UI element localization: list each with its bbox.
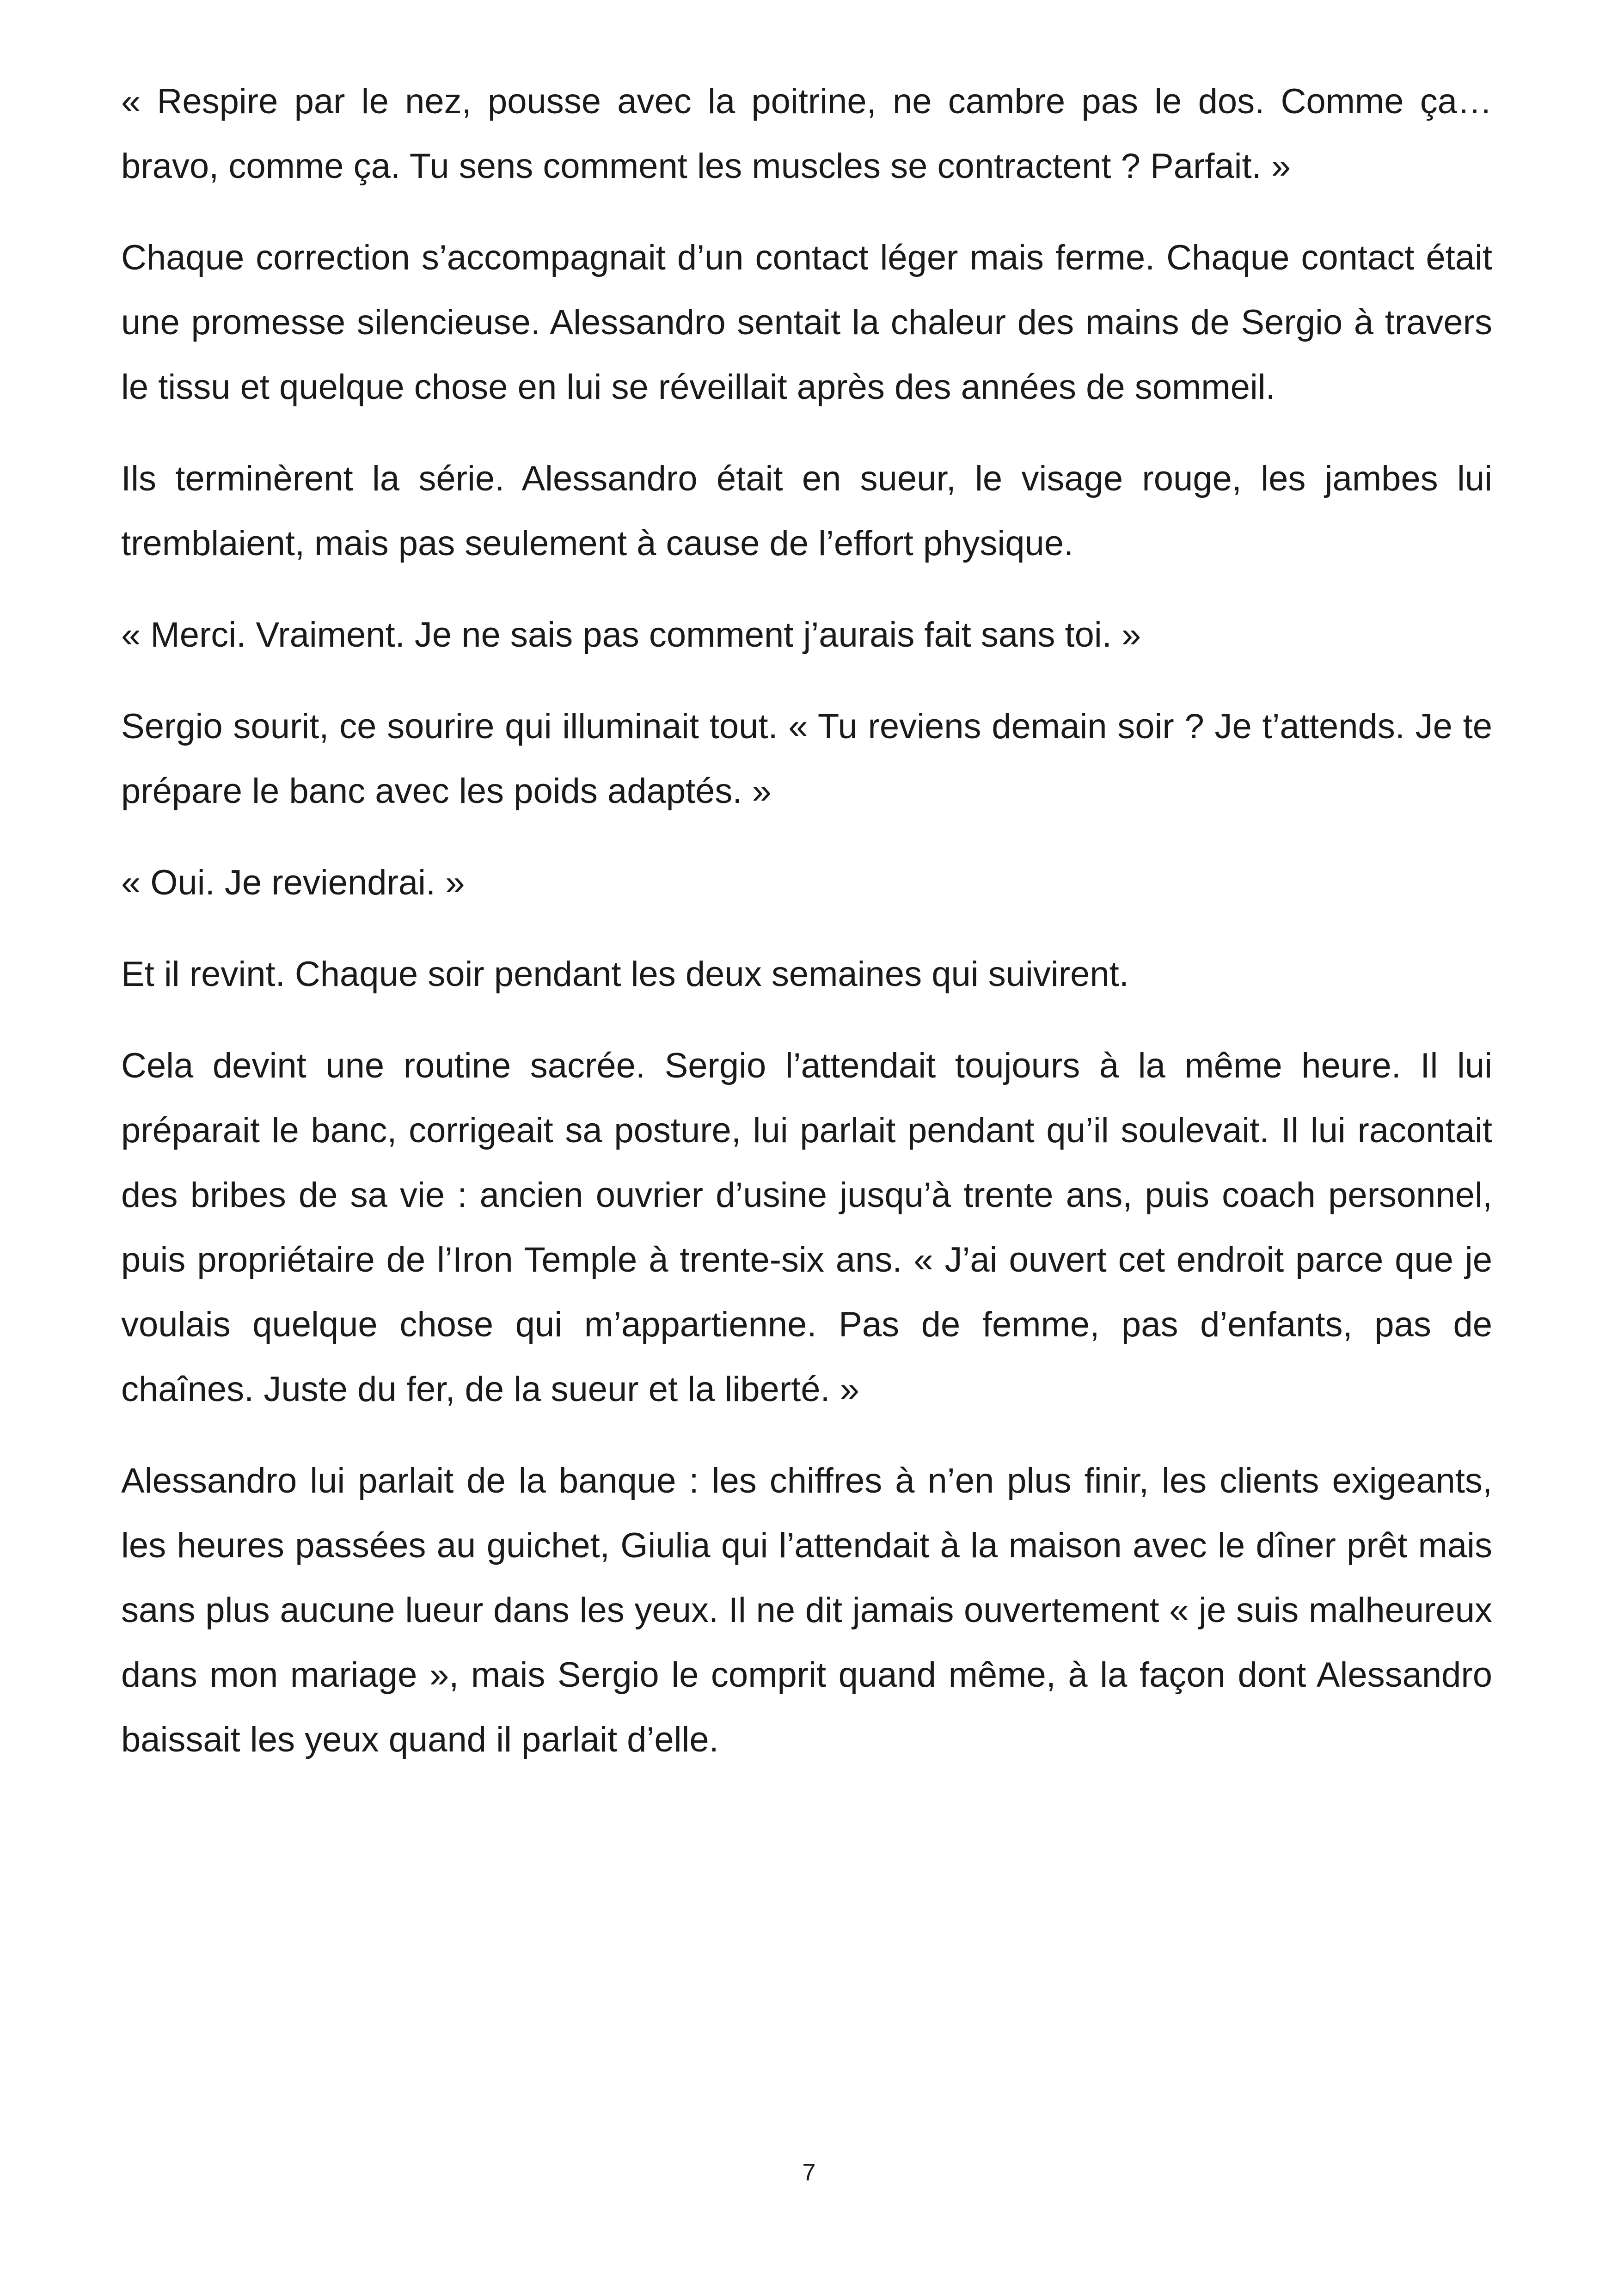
- paragraph-7: Et il revint. Chaque soir pendant les deux semaines qui suivirent.: [121, 955, 1129, 994]
- paragraph-2: Chaque correction s’accompagnait d’un contact léger mais ferme. Chaque contact était une promesse silencieuse. Alessandro sentait la chaleur des mains de Sergio à travers le tissu et quelque chose en lui se réveillait après des années de sommeil.: [121, 238, 1492, 407]
- paragraph-3: Ils terminèrent la série. Alessandro était en sueur, le visage rouge, les jambes lui tremblaient, mais pas seulement à cause de l’effort physique.: [121, 459, 1492, 563]
- paragraph-6: « Oui. Je reviendrai. »: [121, 863, 465, 902]
- paragraph-8: Cela devint une routine sacrée. Sergio l’attendait toujours à la même heure. Il lui préparait le banc, corrigeait sa posture, lui parlait pendant qu’il soulevait. Il lui racontait des bribes de sa vie : ancien ouvrier d’usine jusqu’à trente ans, puis coach personnel, puis propriétaire de l’Iron Temple à trente-six ans. « J’ai ouvert cet endroit parce que je voulais quelque chose qui m’appartienne. Pas de femme, pas d’enfants, pas de chaînes. Juste du fer, de la sueur et la liberté. »: [121, 1046, 1492, 1409]
- body-text: [121, 69, 1492, 1799]
- paragraph-1: « Respire par le nez, pousse avec la poitrine, ne cambre pas le dos. Comme ça… bravo, comme ça. Tu sens comment les muscles se contractent ? Parfait. »: [121, 82, 1492, 186]
- page-number: 7: [802, 2159, 816, 2186]
- paragraph-5: Sergio sourit, ce sourire qui illuminait tout. « Tu reviens demain soir ? Je t’attends. Je te prépare le banc avec les poids adaptés. »: [121, 707, 1492, 811]
- paragraph-4: « Merci. Vraiment. Je ne sais pas comment j’aurais fait sans toi. »: [121, 615, 1141, 655]
- paragraph-9: Alessandro lui parlait de la banque : les chiffres à n’en plus finir, les clients exigeants, les heures passées au guichet, Giulia qui l’attendait à la maison avec le dîner prêt mais sans plus aucune lueur dans les yeux. Il ne dit jamais ouvertement « je suis malheureux dans mon mariage », mais Sergio le comprit quand même, à la façon dont Alessandro baissait les yeux quand il parlait d’elle.: [121, 1461, 1492, 1759]
